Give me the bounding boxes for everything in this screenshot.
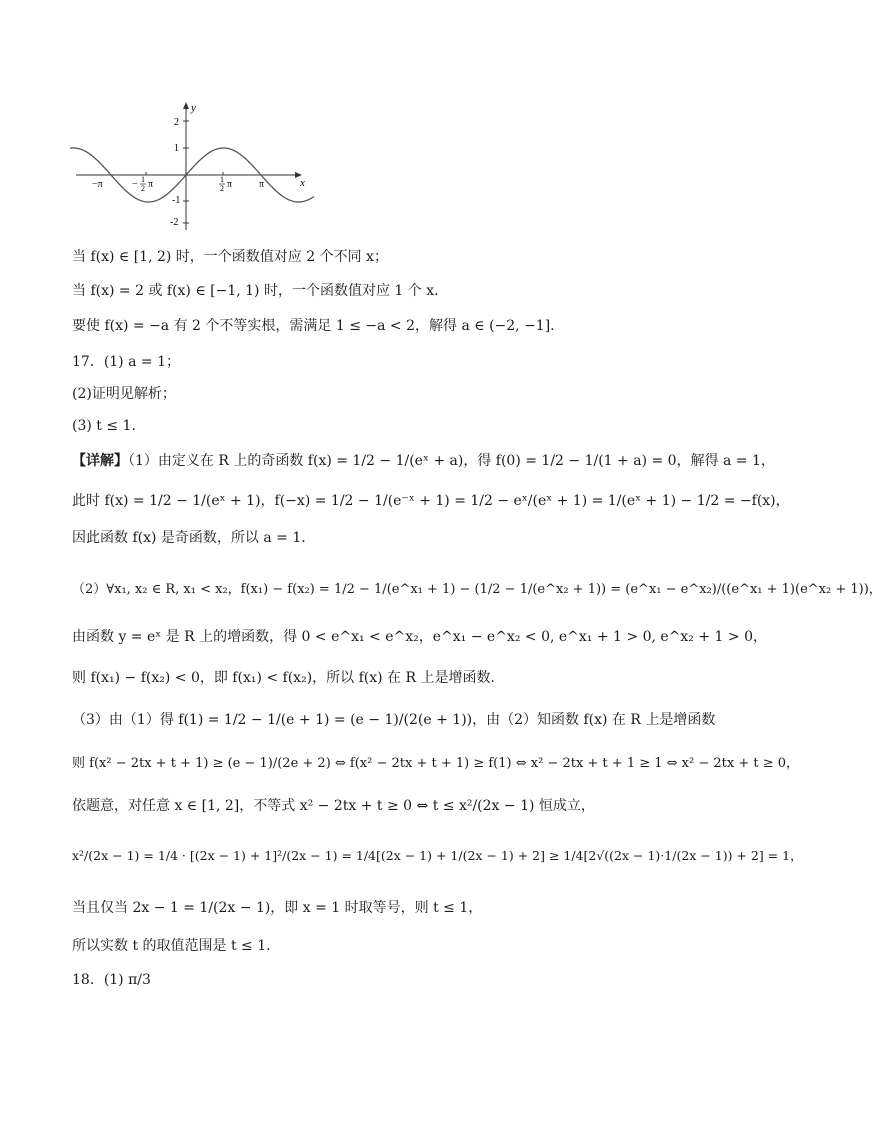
detail-line-1 xyxy=(72,451,775,471)
y-tick-neg1: -1 xyxy=(172,195,181,206)
detail-line-5: 由函数 y = eˣ 是 R 上的增函数，得 0 < e^x₁ < e^x₂，e^x₁ − e^x₂ < 0, e^x₁ + 1 > 0, e^x₂ + 1 > 0， xyxy=(72,629,767,645)
text-line-2: 当 f(x) = 2 或 f(x) ∈ [−1, 1) 时，一个函数值对应 1 个 x. xyxy=(72,283,439,299)
answer-17-3: (3) t ≤ 1. xyxy=(72,418,136,434)
detail-line-8: 则 f(x² − 2tx + t + 1) ≥ (e − 1)/(2e + 2) ⇔ f(x² − 2tx + t + 1) ≥ f(1) ⇔ x² − 2tx + t + 1 ≥ 1 ⇔ x² − 2tx + t ≥ 0， xyxy=(72,756,800,771)
x-tick-half-pi-num: 1 xyxy=(220,175,224,184)
detail-line-1-text: （1）由定义在 R 上的奇函数 f(x) = 1/2 − 1/(eˣ + a)，得 f(0) = 1/2 − 1/(1 + a) = 0，解得 a = 1， xyxy=(128,453,775,469)
x-tick-neg-half-pi-pi: π xyxy=(148,179,154,190)
detail-line-6: 则 f(x₁) − f(x₂) < 0，即 f(x₁) < f(x₂)，所以 f(x) 在 R 上是增函数. xyxy=(72,670,495,686)
x-tick-neg-half-pi-sign: − xyxy=(132,179,138,190)
detail-line-4: （2）∀x₁, x₂ ∈ R, x₁ < x₂，f(x₁) − f(x₂) = 1/2 − 1/(e^x₁ + 1) − (1/2 − 1/(e^x₂ + 1)) = (e^x₁ − e^x₂)/((e^x₁ + 1)(e^x₂ + 1))， xyxy=(72,582,882,597)
detail-line-12: 所以实数 t 的取值范围是 t ≤ 1. xyxy=(72,938,271,954)
text-line-3: 要使 f(x) = −a 有 2 个不等实根，需满足 1 ≤ −a < 2，解得 a ∈ (−2, −1]. xyxy=(72,318,555,334)
answer-17-2: (2)证明见解析； xyxy=(72,386,176,402)
answer-17-1: 17．(1) a = 1； xyxy=(72,354,180,370)
detail-heading: 【详解】 xyxy=(72,453,128,469)
x-tick-half-pi-den: 2 xyxy=(220,184,224,193)
x-tick-neg-half-pi-num: 1 xyxy=(141,175,145,184)
y-tick-neg2: -2 xyxy=(170,217,179,228)
detail-line-11: 当且仅当 2x − 1 = 1/(2x − 1)，即 x = 1 时取等号，则 t ≤ 1， xyxy=(72,900,483,916)
y-axis-arrow xyxy=(183,102,189,109)
detail-line-10: x²/(2x − 1) = 1/4 · [(2x − 1) + 1]²/(2x − 1) = 1/4[(2x − 1) + 1/(2x − 1) + 2] ≥ 1/4[2√((2x − 1)·1/(2x − 1)) + 2] = 1， xyxy=(72,848,803,863)
sine-graph xyxy=(70,100,320,235)
x-tick-neg-half-pi-den: 2 xyxy=(141,184,145,193)
answer-18-1: 18．(1) π/3 xyxy=(72,972,151,988)
detail-line-9: 依题意，对任意 x ∈ [1, 2]，不等式 x² − 2tx + t ≥ 0 ⇔ t ≤ x²/(2x − 1) 恒成立， xyxy=(72,798,595,814)
y-axis-label: y xyxy=(191,102,196,114)
detail-line-7: （3）由（1）得 f(1) = 1/2 − 1/(e + 1) = (e − 1)/(2(e + 1))，由（2）知函数 f(x) 在 R 上是增函数 xyxy=(72,712,716,728)
y-tick-2: 2 xyxy=(174,117,179,128)
y-tick-1: 1 xyxy=(174,143,179,154)
x-tick-half-pi-pi: π xyxy=(227,179,233,190)
detail-line-2: 此时 f(x) = 1/2 − 1/(eˣ + 1)，f(−x) = 1/2 − 1/(e⁻ˣ + 1) = 1/2 − eˣ/(eˣ + 1) = 1/(eˣ + 1) − 1/2 = −f(x)， xyxy=(72,493,790,509)
x-tick-pi: π xyxy=(259,179,265,190)
text-line-1: 当 f(x) ∈ [1, 2) 时，一个函数值对应 2 个不同 x； xyxy=(72,249,388,265)
x-tick-neg-pi: −π xyxy=(92,179,103,190)
detail-line-3: 因此函数 f(x) 是奇函数，所以 a = 1. xyxy=(72,530,306,546)
x-axis-label: x xyxy=(300,177,305,189)
